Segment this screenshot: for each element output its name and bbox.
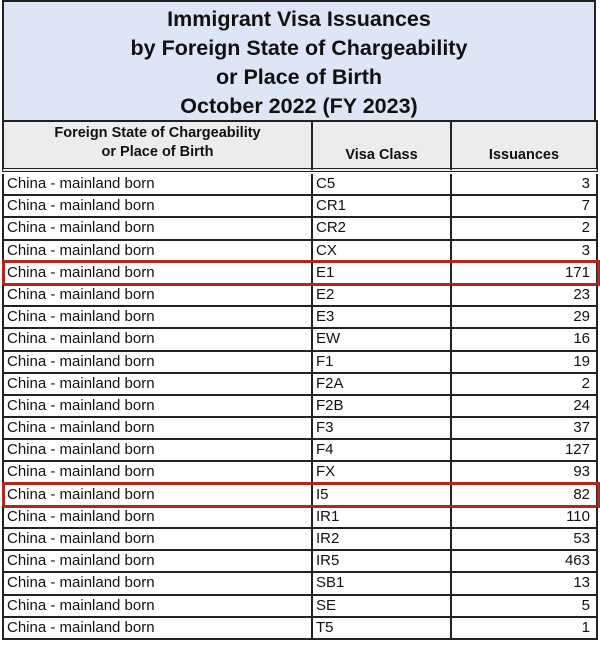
table-row <box>2 507 598 529</box>
title-line-4: October 2022 (FY 2023) <box>180 94 418 118</box>
visa-class-cell: T5 <box>313 618 452 638</box>
place-cell: China - mainland born <box>4 374 313 394</box>
issuances-cell: 37 <box>573 419 590 437</box>
issuances-cell: 463 <box>564 552 590 570</box>
issuances-cell: 82 <box>573 485 590 503</box>
table-row <box>2 329 598 351</box>
table-row <box>2 440 598 462</box>
visa-class-cell: IR5 <box>313 551 452 571</box>
table-row <box>2 418 598 440</box>
place-cell: China - mainland born <box>4 241 313 261</box>
table-row <box>2 529 598 551</box>
table-header <box>2 120 598 172</box>
visa-class-cell: SE <box>313 596 452 616</box>
table-row <box>2 241 598 263</box>
table-row <box>2 218 598 240</box>
visa-class-cell: E3 <box>313 307 452 327</box>
visa-class-cell: E1 <box>313 263 452 283</box>
issuances-cell: 16 <box>573 330 590 348</box>
issuances-cell: 1 <box>581 618 590 636</box>
title-line-1: Immigrant Visa Issuances <box>167 7 431 31</box>
visa-class-cell: E2 <box>313 285 452 305</box>
visa-class-cell: IR1 <box>313 507 452 527</box>
visa-class-cell: CR1 <box>313 196 452 216</box>
place-cell: China - mainland born <box>4 285 313 305</box>
place-cell: China - mainland born <box>4 529 313 549</box>
table-row <box>2 174 598 196</box>
place-cell: China - mainland born <box>4 263 313 283</box>
visa-class-cell: EW <box>313 329 452 349</box>
visa-class-cell: I5 <box>313 485 452 505</box>
issuances-cell: 2 <box>581 219 590 237</box>
place-cell: China - mainland born <box>4 307 313 327</box>
table-body <box>2 174 598 640</box>
place-cell: China - mainland born <box>4 352 313 372</box>
place-cell: China - mainland born <box>4 507 313 527</box>
table-row <box>2 285 598 307</box>
table-row <box>2 596 598 618</box>
place-cell: China - mainland born <box>4 440 313 460</box>
table-row <box>2 551 598 573</box>
visa-class-cell: IR2 <box>313 529 452 549</box>
title-line-3: or Place of Birth <box>215 65 383 89</box>
table-row <box>2 485 598 507</box>
place-cell: China - mainland born <box>4 551 313 571</box>
report-title <box>2 0 596 120</box>
table-row <box>2 374 598 396</box>
table-row <box>2 573 598 595</box>
header-place-line2: or Place of Birth <box>101 144 214 160</box>
place-cell: China - mainland born <box>4 396 313 416</box>
issuances-cell: 110 <box>566 507 590 525</box>
issuances-cell: 3 <box>581 241 590 259</box>
issuances-cell: 171 <box>564 263 590 281</box>
table-row <box>2 462 598 484</box>
issuances-cell: 24 <box>573 396 590 414</box>
place-cell: China - mainland born <box>4 462 313 482</box>
issuances-cell: 93 <box>573 463 590 481</box>
table-row <box>2 352 598 374</box>
place-cell: China - mainland born <box>4 174 313 194</box>
issuances-cell: 29 <box>573 308 590 326</box>
issuances-cell: 3 <box>581 175 590 192</box>
place-cell: China - mainland born <box>4 485 313 505</box>
place-cell: China - mainland born <box>4 218 313 238</box>
place-cell: China - mainland born <box>4 329 313 349</box>
issuances-cell: 53 <box>573 530 590 547</box>
visa-class-cell: C5 <box>313 174 452 194</box>
visa-class-cell: F4 <box>313 440 452 460</box>
issuances-cell: 7 <box>581 197 590 215</box>
issuances-cell: 23 <box>573 285 590 303</box>
issuances-cell: 5 <box>581 596 590 614</box>
issuances-cell: 2 <box>581 374 590 392</box>
table-row <box>2 263 598 285</box>
visa-class-cell: F1 <box>313 352 452 372</box>
issuances-cell: 19 <box>573 352 590 370</box>
header-issuances: Issuances <box>488 147 560 163</box>
visa-class-cell: SB1 <box>313 573 452 593</box>
visa-class-cell: F2B <box>313 396 452 416</box>
table-row <box>2 196 598 218</box>
table-row <box>2 396 598 418</box>
place-cell: China - mainland born <box>4 573 313 593</box>
visa-class-cell: FX <box>313 462 452 482</box>
header-place-line1: Foreign State of Chargeability <box>54 125 261 141</box>
table-row <box>2 307 598 329</box>
visa-class-cell: F2A <box>313 374 452 394</box>
issuances-cell: 13 <box>573 574 590 592</box>
place-cell: China - mainland born <box>4 618 313 638</box>
place-cell: China - mainland born <box>4 596 313 616</box>
header-visa-class: Visa Class <box>313 122 452 170</box>
place-cell: China - mainland born <box>4 196 313 216</box>
visa-class-cell: CR2 <box>313 218 452 238</box>
issuances-cell: 127 <box>564 441 590 459</box>
place-cell: China - mainland born <box>4 418 313 438</box>
header-place <box>4 122 313 170</box>
visa-class-cell: F3 <box>313 418 452 438</box>
table-row <box>2 618 598 640</box>
title-line-2: by Foreign State of Chargeability <box>130 36 468 60</box>
visa-class-cell: CX <box>313 241 452 261</box>
